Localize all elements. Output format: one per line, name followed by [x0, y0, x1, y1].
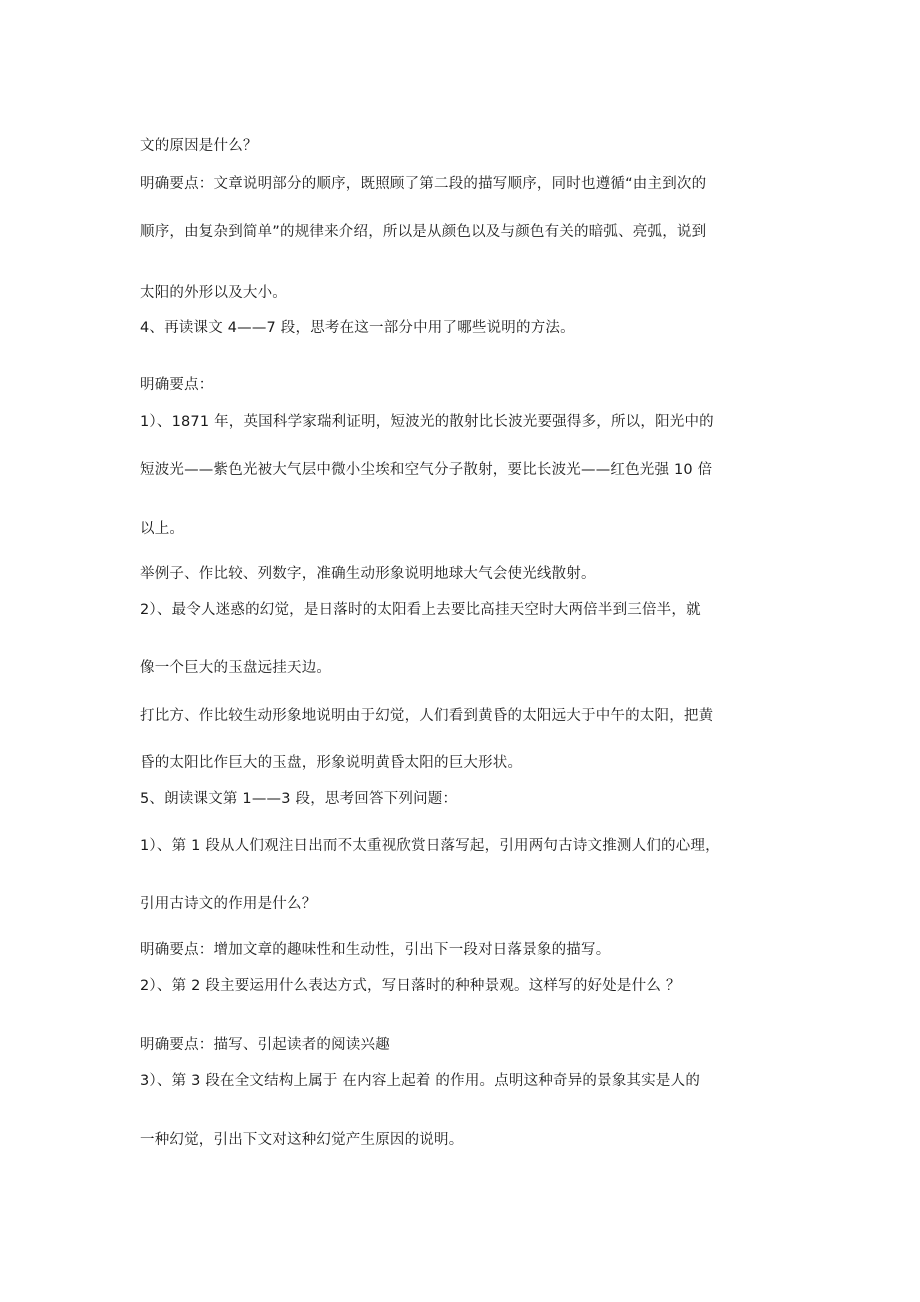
text-line: 1）、第 1 段从人们观注日出而不太重视欣赏日落写起，引用两句古诗文推测人们的心理， [140, 838, 720, 854]
text-line: 1）、1871 年，英国科学家瑞利证明，短波光的散射比长波光要强得多，所以，阳光中的 [140, 414, 714, 430]
text-line: 以上。 [140, 521, 185, 537]
text-line: 文的原因是什么？ [140, 138, 258, 154]
text-line: 短波光——紫色光被大气层中微小尘埃和空气分子散射，要比长波光——红色光强 10 倍 [140, 462, 713, 478]
text-line: 一种幻觉，引出下文对这种幻觉产生原因的说明。 [140, 1132, 464, 1148]
text-line: 明确要点：描写、引起读者的阅读兴趣 [140, 1037, 390, 1053]
text-line: 太阳的外形以及大小。 [140, 285, 287, 301]
text-line: 举例子、作比较、列数字，准确生动形象说明地球大气会使光线散射。 [140, 566, 596, 582]
text-line: 打比方、作比较生动形象地说明由于幻觉，人们看到黄昏的太阳远大于中午的太阳，把黄 [140, 708, 714, 724]
text-line: 明确要点：文章说明部分的顺序，既照顾了第二段的描写顺序，同时也遵循“由主到次的 [140, 176, 707, 192]
text-line: 2）、第 2 段主要运用什么表达方式，写日落时的种种景观。这样写的好处是什么 ？ [140, 978, 681, 994]
text-line: 像一个巨大的玉盘远挂天边。 [140, 660, 332, 676]
text-line: 4、再读课文 4——7 段，思考在这一部分中用了哪些说明的方法。 [140, 320, 575, 336]
text-line: 明确要点： [140, 377, 214, 393]
text-line: 3）、第 3 段在全文结构上属于 在内容上起着 的作用。点明这种奇异的景象其实是人的 [140, 1073, 701, 1089]
text-line: 昏的太阳比作巨大的玉盘，形象说明黄昏太阳的巨大形状。 [140, 755, 523, 771]
text-line: 明确要点：增加文章的趣味性和生动性，引出下一段对日落景象的描写。 [140, 942, 611, 958]
text-line: 2）、最令人迷惑的幻觉，是日落时的太阳看上去要比高挂天空时大两倍半到三倍半，就 [140, 602, 701, 618]
text-line: 5、朗读课文第 1——3 段，思考回答下列问题： [140, 791, 458, 807]
text-line: 顺序，由复杂到简单”的规律来介绍，所以是从颜色以及与颜色有关的暗弧、亮弧，说到 [140, 224, 707, 240]
text-line: 引用古诗文的作用是什么？ [140, 896, 317, 912]
